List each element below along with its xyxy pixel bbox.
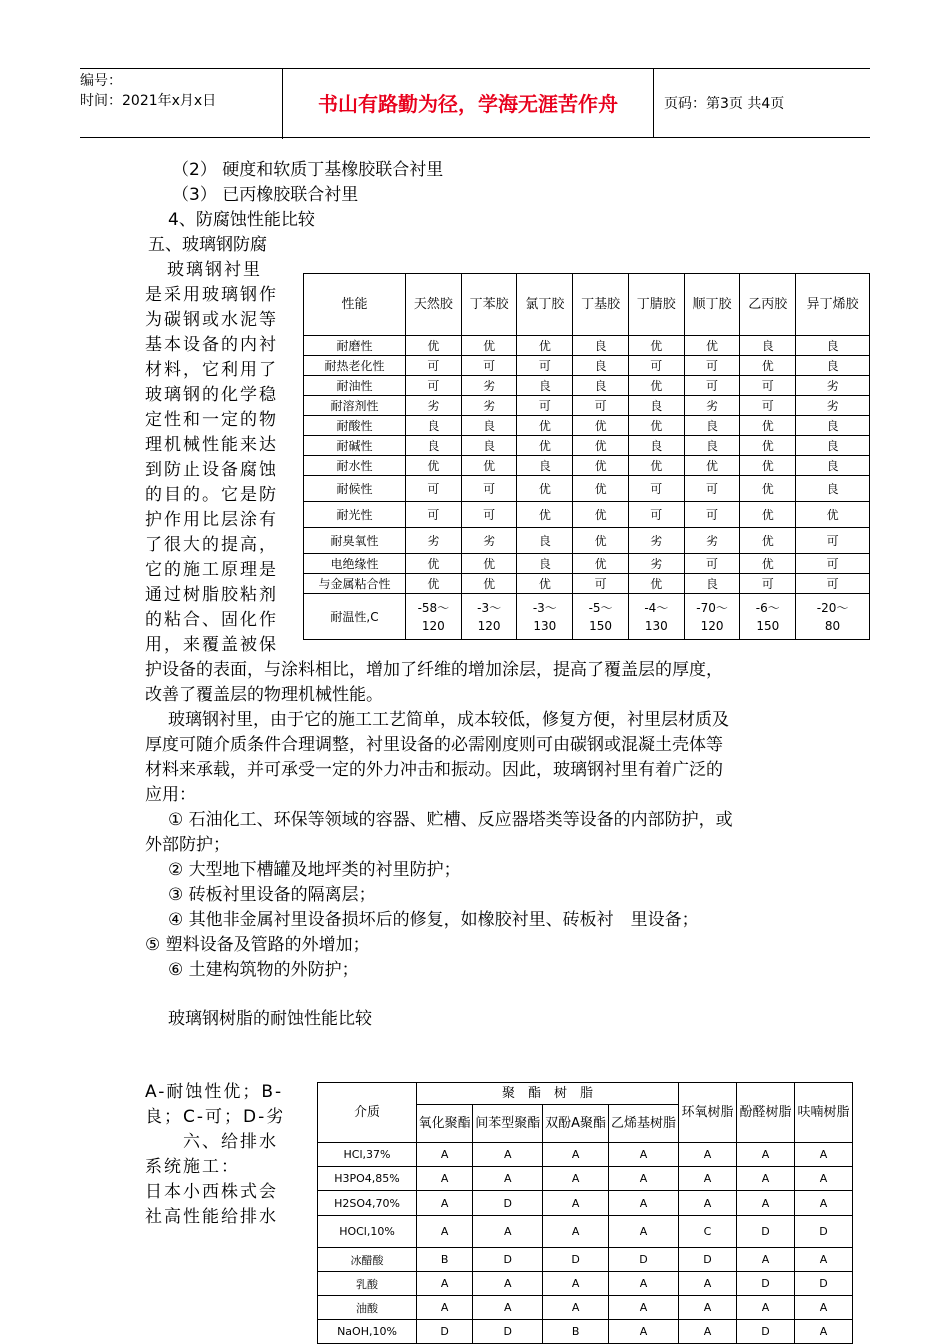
table-cell: 优 bbox=[573, 416, 629, 436]
table-cell: 劣 bbox=[628, 554, 684, 574]
table-cell: 优 bbox=[461, 456, 517, 476]
wrap-line: 理机械性能来达 bbox=[145, 435, 278, 455]
table-cell: 良 bbox=[740, 336, 796, 356]
table-row bbox=[318, 1296, 853, 1320]
header-meta bbox=[80, 69, 283, 139]
column-header: 乙丙胶 bbox=[740, 274, 796, 336]
table-cell: 可 bbox=[517, 356, 573, 376]
table-cell: D bbox=[608, 1248, 678, 1272]
table-cell: A bbox=[679, 1296, 737, 1320]
row-label: H3PO4,85% bbox=[318, 1167, 417, 1191]
table-cell: 良 bbox=[796, 416, 870, 436]
table-cell: 可 bbox=[684, 476, 740, 502]
row-label: 耐温性,C bbox=[304, 594, 406, 640]
temp-high: 150 bbox=[756, 618, 780, 633]
table-cell: D bbox=[543, 1248, 609, 1272]
row-label: 乳酸 bbox=[318, 1272, 417, 1296]
table-cell: A bbox=[543, 1191, 609, 1216]
wrap-line: 到防止设备腐蚀 bbox=[145, 460, 278, 480]
table-cell: A bbox=[679, 1143, 737, 1167]
table-cell: A bbox=[795, 1191, 853, 1216]
table-cell: 良 bbox=[573, 356, 629, 376]
paragraph-2-b: 厚度可随介质条件合理调整，衬里设备的必需刚度则可由碳钢或混凝土壳体等 bbox=[145, 735, 723, 755]
column-header: 性能 bbox=[304, 274, 406, 336]
table-cell: D bbox=[795, 1272, 853, 1296]
table-cell: 良 bbox=[517, 554, 573, 574]
wrap-line: 良；C-可；D-劣 bbox=[145, 1107, 286, 1127]
temp-high: 130 bbox=[644, 618, 668, 633]
table-cell: 优 bbox=[573, 476, 629, 502]
wrap-line: 用，来覆盖被保 bbox=[145, 635, 278, 655]
column-header: 天然胶 bbox=[406, 274, 462, 336]
table-row bbox=[304, 336, 870, 356]
table-cell: 优 bbox=[517, 436, 573, 456]
row-label: 耐臭氧性 bbox=[304, 528, 406, 554]
paragraph-2-d: 应用： bbox=[145, 785, 196, 805]
column-header-group: 聚 酯 树 脂 bbox=[417, 1083, 679, 1105]
column-header: 间苯型聚酯 bbox=[473, 1105, 543, 1143]
row-label: 耐溶剂性 bbox=[304, 396, 406, 416]
table-cell: 优 bbox=[461, 336, 517, 356]
application-3: ③ 砖板衬里设备的隔离层； bbox=[168, 885, 376, 905]
table-cell: 优 bbox=[796, 502, 870, 528]
table-row bbox=[304, 436, 870, 456]
table-cell: 优 bbox=[573, 554, 629, 574]
row-label: 耐热老化性 bbox=[304, 356, 406, 376]
table-cell: 劣 bbox=[406, 528, 462, 554]
table-cell: 良 bbox=[796, 336, 870, 356]
table-cell: 良 bbox=[517, 376, 573, 396]
column-header: 环氧树脂 bbox=[679, 1083, 737, 1143]
wrap-line: 它的施工原理是 bbox=[145, 560, 278, 580]
table-cell: 良 bbox=[684, 574, 740, 594]
table-row bbox=[318, 1272, 853, 1296]
table-cell: A bbox=[417, 1191, 473, 1216]
table-cell bbox=[740, 594, 796, 640]
table-cell: A bbox=[679, 1272, 737, 1296]
temp-low: -20～ bbox=[816, 600, 849, 615]
table-row bbox=[304, 528, 870, 554]
row-label: HCl,37% bbox=[318, 1143, 417, 1167]
table-cell: 可 bbox=[628, 356, 684, 376]
table-cell: A bbox=[679, 1320, 737, 1344]
table-header-row bbox=[318, 1083, 853, 1105]
application-6: ⑥ 土建构筑物的外防护； bbox=[168, 960, 359, 980]
table-cell: 优 bbox=[740, 416, 796, 436]
table-cell: 可 bbox=[461, 356, 517, 376]
table-cell: 可 bbox=[628, 476, 684, 502]
wrap-line: 基本设备的内衬 bbox=[145, 335, 278, 355]
table-cell: 优 bbox=[461, 574, 517, 594]
column-header-medium: 介质 bbox=[318, 1083, 417, 1143]
table-cell: 劣 bbox=[628, 528, 684, 554]
wrap-line: 护作用比层涂有 bbox=[145, 510, 278, 530]
table-cell: 良 bbox=[406, 436, 462, 456]
table-cell: A bbox=[417, 1296, 473, 1320]
table-row bbox=[304, 476, 870, 502]
rubber-comparison-table bbox=[303, 273, 870, 640]
wrap-line: 六、给排水 bbox=[145, 1132, 278, 1152]
table-cell: 可 bbox=[406, 356, 462, 376]
column-header: 双酚A聚酯 bbox=[543, 1105, 609, 1143]
table-cell: 优 bbox=[461, 554, 517, 574]
table-cell: A bbox=[543, 1143, 609, 1167]
row-label: 耐候性 bbox=[304, 476, 406, 502]
table-cell: 优 bbox=[406, 336, 462, 356]
table-cell bbox=[461, 594, 517, 640]
table-cell bbox=[628, 594, 684, 640]
table-cell: 可 bbox=[517, 396, 573, 416]
table-row bbox=[304, 396, 870, 416]
table-cell: A bbox=[679, 1191, 737, 1216]
table-cell: A bbox=[795, 1167, 853, 1191]
table-cell: A bbox=[417, 1216, 473, 1248]
application-2: ② 大型地下槽罐及地坪类的衬里防护； bbox=[168, 860, 461, 880]
table-cell: 劣 bbox=[796, 396, 870, 416]
wrap-line: 通过树脂胶粘剂 bbox=[145, 585, 278, 605]
table-cell: 优 bbox=[740, 528, 796, 554]
wrap-line: 是采用玻璃钢作 bbox=[145, 285, 278, 305]
date-label: 时间：2021年x月x日 bbox=[80, 93, 217, 109]
table-cell: A bbox=[608, 1191, 678, 1216]
temp-high: 120 bbox=[477, 618, 501, 633]
table-cell: D bbox=[417, 1320, 473, 1344]
wrap-line: 日本小西株式会 bbox=[145, 1182, 278, 1202]
row-label: 耐磨性 bbox=[304, 336, 406, 356]
text-line-2: （3） 已丙橡胶联合衬里 bbox=[172, 185, 359, 205]
application-4: ④ 其他非金属衬里设备损坏后的修复，如橡胶衬里、砖板衬 里设备； bbox=[168, 910, 699, 930]
wrap-line: 定性和一定的物 bbox=[145, 410, 278, 430]
table-cell: A bbox=[679, 1167, 737, 1191]
paragraph-2-c: 材料来承载，并可承受一定的外力冲击和振动。因此，玻璃钢衬里有着广泛的 bbox=[145, 760, 723, 780]
temp-low: -3～ bbox=[532, 600, 557, 615]
wrap-line: 了很大的提高， bbox=[145, 535, 278, 555]
table-cell: C bbox=[679, 1216, 737, 1248]
table-cell: A bbox=[737, 1296, 795, 1320]
table-row bbox=[318, 1216, 853, 1248]
table-cell: 可 bbox=[684, 502, 740, 528]
table-cell: 可 bbox=[740, 376, 796, 396]
wrap-line: 的粘合、固化作 bbox=[145, 610, 278, 630]
table-cell: B bbox=[417, 1248, 473, 1272]
table-cell: 优 bbox=[573, 502, 629, 528]
table-cell: 可 bbox=[573, 574, 629, 594]
wrap-line: 材料，它利用了 bbox=[145, 360, 278, 380]
wrap-line: 社高性能给排水 bbox=[145, 1207, 278, 1227]
table-cell: A bbox=[795, 1320, 853, 1344]
table-cell: 可 bbox=[684, 554, 740, 574]
table-cell: A bbox=[473, 1272, 543, 1296]
table-cell: 优 bbox=[573, 528, 629, 554]
table-cell: 优 bbox=[517, 416, 573, 436]
table-cell: A bbox=[543, 1296, 609, 1320]
row-label: 耐酸性 bbox=[304, 416, 406, 436]
table-cell: 可 bbox=[740, 574, 796, 594]
table-cell: A bbox=[795, 1296, 853, 1320]
table-cell: D bbox=[737, 1272, 795, 1296]
table-cell: 优 bbox=[628, 336, 684, 356]
temp-low: -3～ bbox=[477, 600, 502, 615]
table-row bbox=[318, 1248, 853, 1272]
application-1-a: ① 石油化工、环保等领域的容器、贮槽、反应器塔类等设备的内部防护，或 bbox=[168, 810, 733, 830]
resin-comparison-table bbox=[317, 1082, 853, 1344]
table-cell: 良 bbox=[461, 416, 517, 436]
column-header: 氧化聚酯 bbox=[417, 1105, 473, 1143]
table-cell: 劣 bbox=[796, 376, 870, 396]
table-row bbox=[318, 1191, 853, 1216]
table-cell: A bbox=[543, 1216, 609, 1248]
wrap-line: 玻璃钢衬里 bbox=[167, 260, 262, 280]
row-label: 耐碱性 bbox=[304, 436, 406, 456]
table-cell: 劣 bbox=[406, 396, 462, 416]
table-cell: 优 bbox=[628, 574, 684, 594]
temp-low: -5～ bbox=[588, 600, 613, 615]
table-cell: 优 bbox=[517, 476, 573, 502]
table-cell: 优 bbox=[573, 436, 629, 456]
table-cell: 良 bbox=[684, 436, 740, 456]
table-cell: A bbox=[543, 1272, 609, 1296]
column-header: 顺丁胶 bbox=[684, 274, 740, 336]
table-cell: D bbox=[737, 1216, 795, 1248]
table-cell: 优 bbox=[684, 456, 740, 476]
table-cell: 优 bbox=[740, 554, 796, 574]
paragraph-1-b: 改善了覆盖层的物理机械性能。 bbox=[145, 685, 383, 705]
table-cell: 可 bbox=[796, 574, 870, 594]
table-cell: 良 bbox=[796, 456, 870, 476]
table-cell: 可 bbox=[628, 502, 684, 528]
table-row bbox=[304, 356, 870, 376]
row-label: 冰醋酸 bbox=[318, 1248, 417, 1272]
table-cell bbox=[684, 594, 740, 640]
wrap-line: 的目的。它是防 bbox=[145, 485, 278, 505]
table-cell: A bbox=[737, 1248, 795, 1272]
table-cell: 优 bbox=[740, 502, 796, 528]
table-cell: 优 bbox=[406, 574, 462, 594]
table-row bbox=[318, 1320, 853, 1344]
table-cell: 优 bbox=[628, 376, 684, 396]
table-header-row bbox=[304, 274, 870, 336]
table-cell: 良 bbox=[517, 456, 573, 476]
wrap-column-1 bbox=[145, 258, 295, 658]
table-cell: A bbox=[417, 1272, 473, 1296]
table-row bbox=[304, 376, 870, 396]
table-cell: A bbox=[473, 1167, 543, 1191]
table-cell: D bbox=[473, 1248, 543, 1272]
table-cell: 优 bbox=[740, 476, 796, 502]
table-cell: 优 bbox=[628, 416, 684, 436]
row-label: 与金属粘合性 bbox=[304, 574, 406, 594]
table-cell: 劣 bbox=[461, 376, 517, 396]
application-1-b: 外部防护； bbox=[145, 835, 230, 855]
temp-high: 80 bbox=[824, 618, 841, 633]
temp-high: 150 bbox=[589, 618, 613, 633]
table-cell: 优 bbox=[517, 502, 573, 528]
table-row bbox=[304, 574, 870, 594]
page-info: 页码：第3页 共4页 bbox=[664, 96, 785, 112]
row-label: 耐油性 bbox=[304, 376, 406, 396]
table-cell: A bbox=[417, 1167, 473, 1191]
table-row bbox=[304, 502, 870, 528]
table-row bbox=[318, 1143, 853, 1167]
text-line-3: 4、防腐蚀性能比较 bbox=[168, 210, 315, 230]
table-cell: A bbox=[417, 1143, 473, 1167]
table-cell: 可 bbox=[406, 476, 462, 502]
temp-high: 120 bbox=[700, 618, 724, 633]
table-cell bbox=[406, 594, 462, 640]
table-cell: 劣 bbox=[461, 396, 517, 416]
table-cell: 良 bbox=[573, 376, 629, 396]
table-row bbox=[304, 594, 870, 640]
table-row bbox=[304, 554, 870, 574]
table-row bbox=[304, 456, 870, 476]
table-cell: 良 bbox=[573, 336, 629, 356]
table-cell: A bbox=[543, 1167, 609, 1191]
table-cell: 优 bbox=[517, 574, 573, 594]
table-cell: 优 bbox=[684, 336, 740, 356]
table-cell: A bbox=[608, 1272, 678, 1296]
text-line-1: （2） 硬度和软质丁基橡胶联合衬里 bbox=[172, 160, 444, 180]
table-cell: 良 bbox=[461, 436, 517, 456]
table-cell: 良 bbox=[796, 476, 870, 502]
table-cell: A bbox=[737, 1191, 795, 1216]
paragraph-1-a: 护设备的表面，与涂料相比，增加了纤维的增加涂层，提高了覆盖层的厚度， bbox=[145, 660, 723, 680]
table-cell: 劣 bbox=[684, 528, 740, 554]
table-cell: 可 bbox=[740, 396, 796, 416]
table-cell: 良 bbox=[517, 528, 573, 554]
column-header: 呋喃树脂 bbox=[795, 1083, 853, 1143]
table-cell: 劣 bbox=[684, 396, 740, 416]
row-label: NaOH,10% bbox=[318, 1320, 417, 1344]
table-cell: 优 bbox=[740, 436, 796, 456]
table-cell: A bbox=[608, 1296, 678, 1320]
table-cell: A bbox=[473, 1296, 543, 1320]
table-row bbox=[304, 416, 870, 436]
table-cell: 优 bbox=[740, 356, 796, 376]
table-cell: A bbox=[608, 1167, 678, 1191]
table-cell: A bbox=[737, 1143, 795, 1167]
table-cell: 良 bbox=[796, 436, 870, 456]
temp-high: 120 bbox=[421, 618, 445, 633]
table-cell: D bbox=[473, 1320, 543, 1344]
temp-low: -4～ bbox=[644, 600, 669, 615]
column-header: 异丁烯胶 bbox=[796, 274, 870, 336]
table-cell: A bbox=[795, 1143, 853, 1167]
row-label: 油酸 bbox=[318, 1296, 417, 1320]
table-cell: 可 bbox=[796, 554, 870, 574]
column-header: 氯丁胶 bbox=[517, 274, 573, 336]
temp-low: -70～ bbox=[696, 600, 728, 615]
table-cell: A bbox=[608, 1216, 678, 1248]
doc-no-label: 编号： bbox=[80, 73, 122, 89]
table-cell: 可 bbox=[406, 502, 462, 528]
resin-table-title: 玻璃钢树脂的耐蚀性能比较 bbox=[168, 1009, 372, 1029]
row-label: HOCl,10% bbox=[318, 1216, 417, 1248]
row-label: 耐水性 bbox=[304, 456, 406, 476]
row-label: 电绝缘性 bbox=[304, 554, 406, 574]
application-5: ⑤ 塑料设备及管路的外增加； bbox=[145, 935, 370, 955]
table-cell: 可 bbox=[684, 356, 740, 376]
table-cell: 可 bbox=[796, 528, 870, 554]
table-cell: 良 bbox=[406, 416, 462, 436]
table-cell: 劣 bbox=[461, 528, 517, 554]
wrap-line: 为碳钢或水泥等 bbox=[145, 310, 278, 330]
column-header: 丁腈胶 bbox=[628, 274, 684, 336]
table-cell: D bbox=[679, 1248, 737, 1272]
table-cell: 良 bbox=[628, 396, 684, 416]
table-cell: 优 bbox=[517, 336, 573, 356]
table-cell: A bbox=[473, 1143, 543, 1167]
table-cell: 优 bbox=[573, 456, 629, 476]
page-header bbox=[80, 68, 870, 138]
column-header: 丁基胶 bbox=[573, 274, 629, 336]
table-cell: D bbox=[795, 1216, 853, 1248]
table-cell: A bbox=[608, 1143, 678, 1167]
table-cell bbox=[796, 594, 870, 640]
table-cell: 良 bbox=[628, 436, 684, 456]
table-cell: A bbox=[795, 1248, 853, 1272]
column-header: 乙烯基树脂 bbox=[608, 1105, 678, 1143]
paragraph-2-a: 玻璃钢衬里，由于它的施工工艺简单，成本较低，修复方便，衬里层材质及 bbox=[168, 710, 729, 730]
table-cell: 优 bbox=[406, 554, 462, 574]
table-cell: A bbox=[473, 1216, 543, 1248]
temp-high: 130 bbox=[533, 618, 557, 633]
header-motto: 书山有路勤为径，学海无涯苦作舟 bbox=[283, 69, 654, 137]
table-cell: 可 bbox=[461, 502, 517, 528]
column-header: 丁苯胶 bbox=[461, 274, 517, 336]
table-cell: D bbox=[473, 1191, 543, 1216]
table-cell: 优 bbox=[740, 456, 796, 476]
table-cell: A bbox=[608, 1320, 678, 1344]
table-cell: 优 bbox=[628, 456, 684, 476]
wrap-column-2 bbox=[145, 1080, 305, 1230]
table-cell: B bbox=[543, 1320, 609, 1344]
section-heading-5: 五、玻璃钢防腐 bbox=[148, 235, 267, 255]
temp-low: -6～ bbox=[755, 600, 780, 615]
temp-low: -58～ bbox=[417, 600, 450, 615]
row-label: H2SO4,70% bbox=[318, 1191, 417, 1216]
table-cell: 可 bbox=[406, 376, 462, 396]
table-cell: D bbox=[737, 1320, 795, 1344]
table-cell: 优 bbox=[406, 456, 462, 476]
column-header: 酚醛树脂 bbox=[737, 1083, 795, 1143]
table-row bbox=[318, 1167, 853, 1191]
table-cell: 良 bbox=[684, 416, 740, 436]
wrap-line: A-耐蚀性优；B- bbox=[145, 1082, 284, 1102]
row-label: 耐光性 bbox=[304, 502, 406, 528]
table-cell: 可 bbox=[573, 396, 629, 416]
table-cell bbox=[517, 594, 573, 640]
table-cell: 良 bbox=[796, 356, 870, 376]
wrap-line: 玻璃钢的化学稳 bbox=[145, 385, 278, 405]
table-cell: 可 bbox=[461, 476, 517, 502]
wrap-line: 系统施工： bbox=[145, 1157, 240, 1177]
table-cell: 可 bbox=[684, 376, 740, 396]
table-cell bbox=[573, 594, 629, 640]
table-cell: A bbox=[737, 1167, 795, 1191]
